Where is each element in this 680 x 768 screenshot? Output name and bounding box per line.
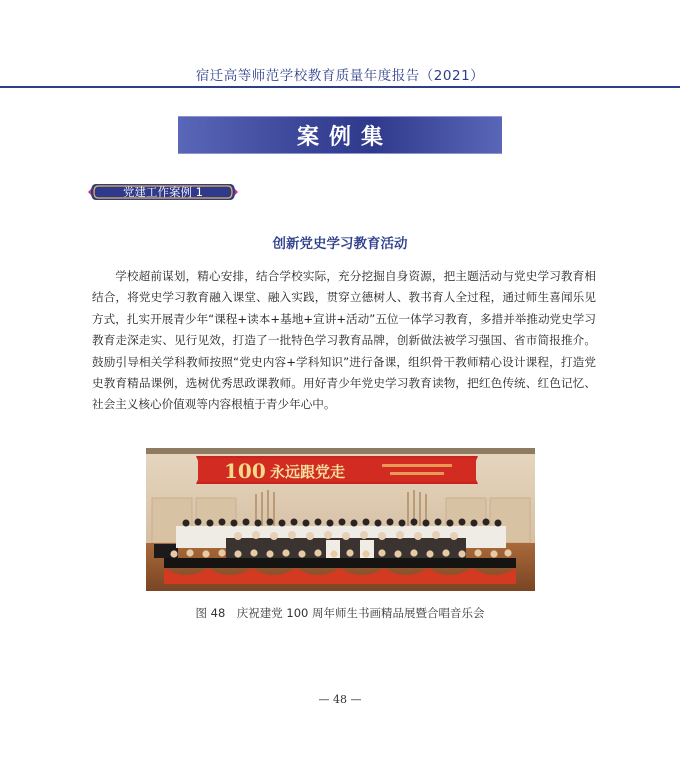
header-title: 宿迁高等师范学校教育质量年度报告（2021） (195, 68, 485, 84)
figure-caption: 图 48 庆祝建党 100 周年师生书画精品展暨合唱音乐会 (195, 606, 485, 620)
banner-title: 案例集 (296, 124, 393, 150)
header-rule (0, 86, 680, 88)
article-body: 学校超前谋划，精心安排，结合学校实际，充分挖掘自身资源，把主题活动与党史学习教育相结合，将党史学习教育融入课堂、融入实践，贯穿立德树人、教书育人全过程，通过师生喜闻乐见方式，扎实开展青少年“课程+读本+基地+宣讲+活动”五位一体学习教育，多措并举推动党史学习教育走深走实、见行见效，打造了一批特色学习教育品牌，创新做法被学习强国、省市简报推介。鼓励引导相关学科教师按照“党史内容+学科知识”进行备课，组织骨干教师精心设计课程，打造党史教育精品课例，选树优秀思政课教师。用好青少年党史学习教育读物，把红色传统、红色记忆、社会主义核心价值观等内容根植于青少年心中。 (92, 269, 596, 412)
case-tag-label: 党建工作案例 1 (123, 185, 203, 199)
concert-photo-illustration (146, 448, 535, 591)
banner-100: 100 (224, 459, 266, 483)
page-number: — 48 — (318, 693, 362, 706)
article-title: 创新党史学习教育活动 (272, 236, 408, 252)
case-tag (88, 182, 238, 202)
concert-photo (146, 448, 535, 591)
section-banner (178, 116, 502, 154)
banner-slogan: 永远跟党走 (270, 463, 346, 481)
